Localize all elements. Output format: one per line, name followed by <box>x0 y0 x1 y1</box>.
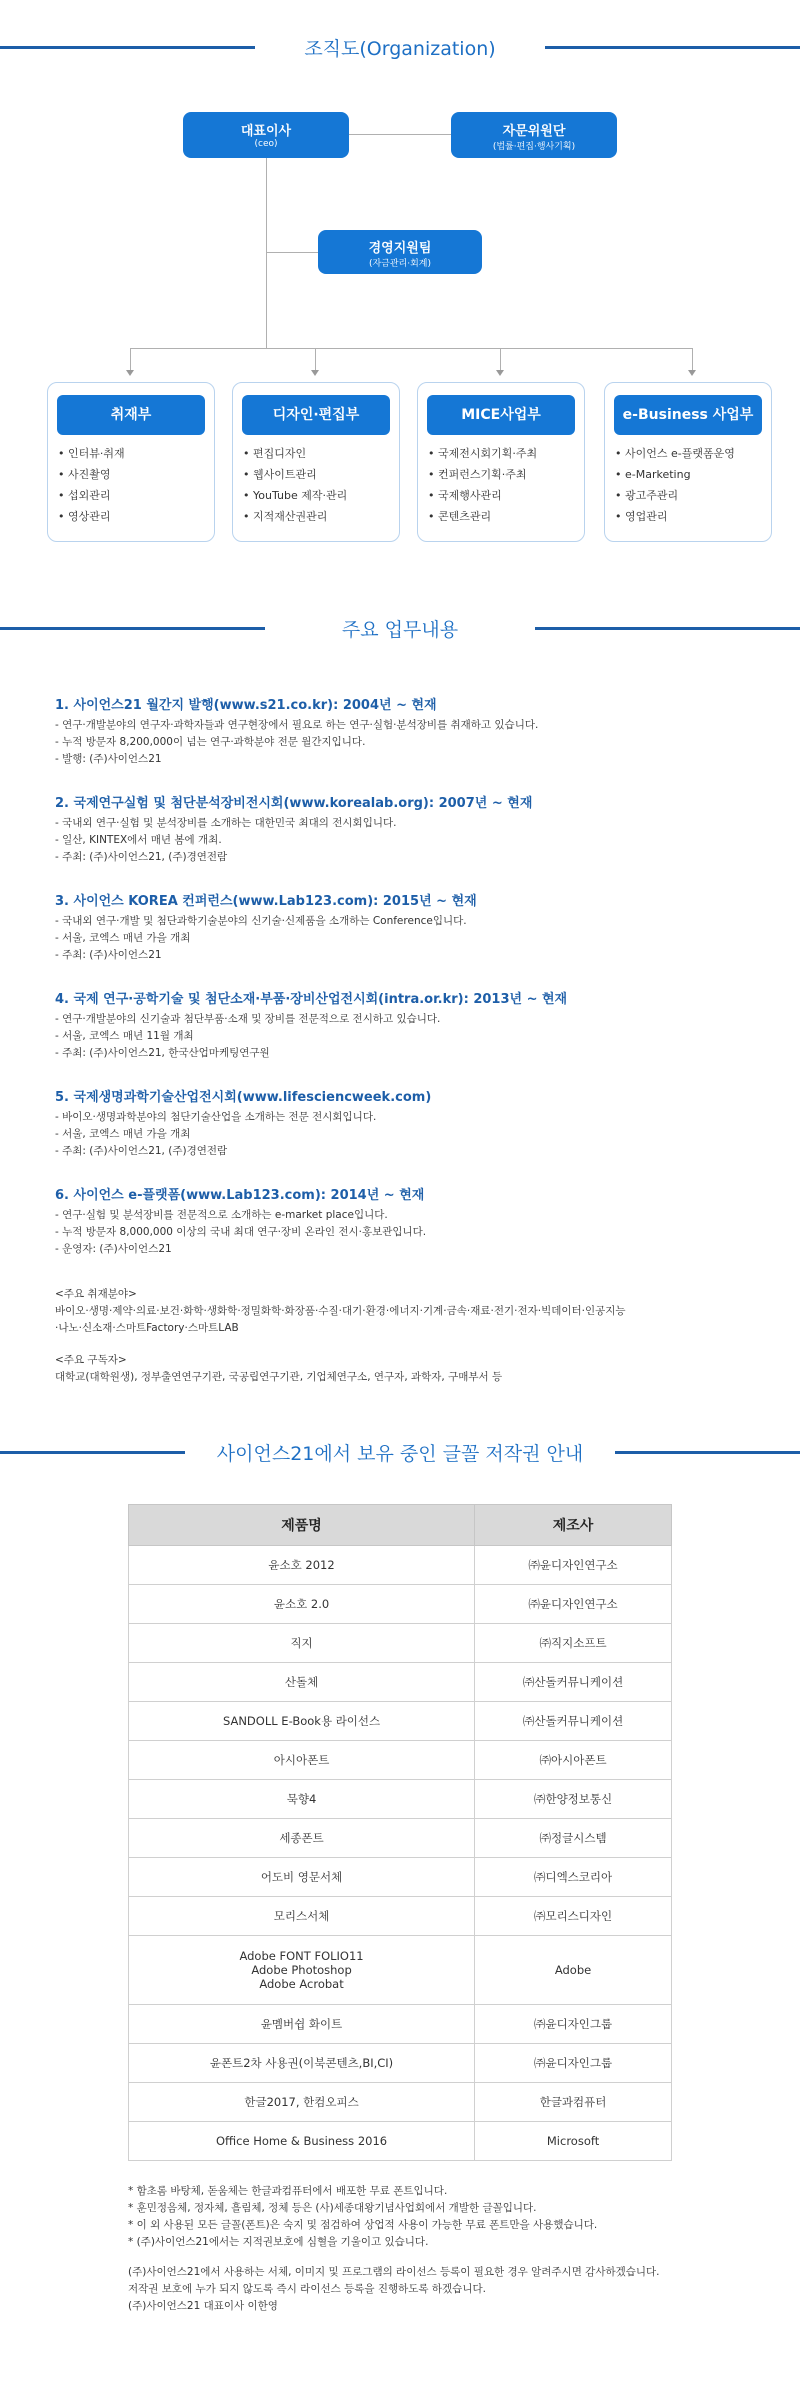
product-name-cell: 세종폰트 <box>129 1819 475 1858</box>
business-item-line: - 연구·개발분야의 연구자·과학자들과 연구현장에서 필요로 하는 연구·실험·분석장비를 취재하고 있습니다. <box>55 719 539 731</box>
dept-item: • 사진촬영 <box>58 464 125 485</box>
table-row <box>129 1546 672 1585</box>
table-row <box>129 1858 672 1897</box>
dept-items <box>58 443 125 527</box>
arrow-down-icon <box>126 370 134 376</box>
dept-item: • 국제전시회기획·주최 <box>428 443 537 464</box>
business-item-line: - 주최: (주)사이언스21, (주)경연전람 <box>55 851 228 863</box>
coverage-fields-line: ·나노·신소재·스마트Factory·스마트LAB <box>55 1322 239 1334</box>
manufacturer-cell: ㈜디엑스코리아 <box>475 1858 672 1897</box>
dept-title: MICE사업부 <box>427 395 575 435</box>
table-row <box>129 1780 672 1819</box>
title-line-right <box>535 627 800 630</box>
business-item-line: - 바이오·생명과학분야의 첨단기술산업을 소개하는 전문 전시회입니다. <box>55 1111 377 1123</box>
dept-items <box>243 443 347 527</box>
ceo-title: 대표이사 <box>240 124 292 139</box>
manufacturer-cell: ㈜윤디자인연구소 <box>475 1546 672 1585</box>
ceo-box <box>183 112 349 158</box>
business-item <box>55 694 735 768</box>
dept-items <box>615 443 735 527</box>
support-sub: (자금관리·회계) <box>368 259 432 269</box>
manufacturer-cell: ㈜산돌커뮤니케이션 <box>475 1702 672 1741</box>
dept-item: • 영업관리 <box>615 506 735 527</box>
fonts-title: 사이언스21에서 보유 중인 글꼴 저작권 안내 <box>216 1443 584 1465</box>
manufacturer-cell: ㈜윤디자인그룹 <box>475 2044 672 2083</box>
dept-item: • 사이언스 e-플랫폼운영 <box>615 443 735 464</box>
product-name-cell: Adobe FONT FOLIO11 Adobe Photoshop Adobe Acrobat <box>129 1936 475 2005</box>
business-item <box>55 792 735 866</box>
business-item-heading: 3. 사이언스 KOREA 컨퍼런스(www.Lab123.com): 2015년 ~ 현재 <box>55 894 477 909</box>
product-name-cell: 직지 <box>129 1624 475 1663</box>
business-item <box>55 1184 735 1258</box>
business-item-heading: 6. 사이언스 e-플랫폼(www.Lab123.com): 2014년 ~ 현재 <box>55 1188 425 1203</box>
note-line: (주)사이언스21에서 사용하는 서체, 이미지 및 프로그램의 라이선스 등록이 필요한 경우 알려주시면 감사하겠습니다. <box>128 2266 660 2278</box>
table-row <box>129 1663 672 1702</box>
business-section-header <box>0 613 800 643</box>
note-line: * 함초롬 바탕체, 돋움체는 한글과컴퓨터에서 배포한 무료 폰트입니다. <box>128 2185 448 2197</box>
fonts-table <box>128 1504 672 2161</box>
connector-dept-2 <box>315 348 316 370</box>
table-row <box>129 1702 672 1741</box>
connector-dept-4 <box>692 348 693 370</box>
advisory-box <box>451 112 617 158</box>
table-header-row <box>129 1505 672 1546</box>
ceo-sub: (ceo) <box>254 139 278 149</box>
dept-item: • YouTube 제작·관리 <box>243 485 347 506</box>
advisory-sub: (법률·편집·행사기획) <box>492 142 576 152</box>
business-item-line: - 국내외 연구·개발 및 첨단과학기술분야의 신기술·신제품을 소개하는 Conference입니다. <box>55 915 467 927</box>
manufacturer-cell: Microsoft <box>475 2122 672 2161</box>
advisory-title: 자문위원단 <box>502 124 566 139</box>
business-item <box>55 890 735 964</box>
connector-dept-3 <box>500 348 501 370</box>
dept-title: e-Business 사업부 <box>614 395 762 435</box>
connector-ceo-advisory <box>349 134 451 135</box>
product-name-cell: Office Home & Business 2016 <box>129 2122 475 2161</box>
manufacturer-cell: Adobe <box>475 1936 672 2005</box>
business-item-heading: 2. 국제연구실험 및 첨단분석장비전시회(www.korealab.org): 2007년 ~ 현재 <box>55 796 533 811</box>
connector-dept-1 <box>130 348 131 370</box>
fonts-section-header <box>0 1437 800 1467</box>
product-name-cell: 어도비 영문서체 <box>129 1858 475 1897</box>
dept-card-news <box>47 382 215 542</box>
table-row <box>129 2005 672 2044</box>
connector-ceo-trunk <box>266 158 267 348</box>
business-item-line: - 주최: (주)사이언스21, (주)경연전람 <box>55 1145 228 1157</box>
business-item-heading: 5. 국제생명과학기술산업전시회(www.lifesciencweek.com) <box>55 1090 432 1105</box>
dept-card-design <box>232 382 400 542</box>
business-item-line: - 발행: (주)사이언스21 <box>55 753 162 765</box>
business-item-heading: 4. 국제 연구·공학기술 및 첨단소재·부품·장비산업전시회(intra.or.kr): 2013년 ~ 현재 <box>55 992 568 1007</box>
org-title: 조직도(Organization) <box>304 38 496 60</box>
manufacturer-cell: ㈜한양정보통신 <box>475 1780 672 1819</box>
title-line-right <box>615 1451 800 1454</box>
product-name-cell: 모리스서체 <box>129 1897 475 1936</box>
coverage-fields-title: <주요 취재분야> <box>55 1288 137 1300</box>
coverage-fields <box>55 1286 735 1337</box>
manufacturer-cell: ㈜아시아폰트 <box>475 1741 672 1780</box>
arrow-down-icon <box>311 370 319 376</box>
dept-card-ebusiness <box>604 382 772 542</box>
product-name-cell: 윤폰트2차 사용권(이북콘텐츠,BI,CI) <box>129 2044 475 2083</box>
table-row <box>129 1936 672 2005</box>
business-item-line: - 주최: (주)사이언스21, 한국산업마케팅연구원 <box>55 1047 270 1059</box>
table-row <box>129 1897 672 1936</box>
dept-item: • 콘텐츠관리 <box>428 506 537 527</box>
table-row <box>129 1585 672 1624</box>
business-item-line: - 누적 방문자 8,000,000 이상의 국내 최대 연구·장비 온라인 전시·홍보관입니다. <box>55 1226 427 1238</box>
business-item-heading: 1. 사이언스21 월간지 발행(www.s21.co.kr): 2004년 ~ 현재 <box>55 698 437 713</box>
subscribers-title: <주요 구독자> <box>55 1354 127 1366</box>
title-line-right <box>545 46 800 49</box>
coverage-fields-line: 바이오·생명·제약·의료·보건·화학·생화학·정밀화학·화장품·수질·대기·환경·에너지·기계·금속·재료·전기·전자·빅데이터·인공지능 <box>55 1305 626 1317</box>
dept-item: • 편집디자인 <box>243 443 347 464</box>
subscribers <box>55 1352 735 1386</box>
table-row <box>129 1819 672 1858</box>
table-row <box>129 2044 672 2083</box>
business-item-line: - 누적 방문자 8,200,000이 넘는 연구·과학분야 전문 월간지입니다. <box>55 736 366 748</box>
product-name-cell: 산돌체 <box>129 1663 475 1702</box>
product-name-cell: 한글2017, 한컴오피스 <box>129 2083 475 2122</box>
manufacturer-cell: ㈜정글시스템 <box>475 1819 672 1858</box>
table-row <box>129 1741 672 1780</box>
dept-item: • 영상관리 <box>58 506 125 527</box>
business-item-line: - 일산, KINTEX에서 매년 봄에 개최. <box>55 834 222 846</box>
product-name-cell: 묵향4 <box>129 1780 475 1819</box>
dept-item: • 섭외관리 <box>58 485 125 506</box>
business-item-line: - 연구·개발분야의 신기술과 첨단부품·소재 및 장비를 전문적으로 전시하고 있습니다. <box>55 1013 441 1025</box>
fonts-notes <box>128 2183 728 2251</box>
business-item-line: - 연구·실험 및 분석장비를 전문적으로 소개하는 e-market place입니다. <box>55 1209 388 1221</box>
business-item <box>55 988 735 1062</box>
column-header: 제품명 <box>129 1505 475 1546</box>
product-name-cell: 윤소호 2.0 <box>129 1585 475 1624</box>
dept-item: • 국제행사관리 <box>428 485 537 506</box>
note-line: * 이 외 사용된 모든 글꼴(폰트)은 숙지 및 점검하여 상업적 사용이 가능한 무료 폰트만을 사용했습니다. <box>128 2219 598 2231</box>
dept-title: 취재부 <box>57 395 205 435</box>
note-line: 저작권 보호에 누가 되지 않도록 즉시 라이선스 등록을 진행하도록 하겠습니다. <box>128 2283 486 2295</box>
manufacturer-cell: 한글과컴퓨터 <box>475 2083 672 2122</box>
arrow-down-icon <box>688 370 696 376</box>
support-box <box>318 230 482 274</box>
business-item-line: - 국내외 연구·실험 및 분석장비를 소개하는 대한민국 최대의 전시회입니다. <box>55 817 397 829</box>
dept-item: • 지적재산권관리 <box>243 506 347 527</box>
dept-item: • 인터뷰·취재 <box>58 443 125 464</box>
note-line: * (주)사이언스21에서는 지적권보호에 심혈을 기울이고 있습니다. <box>128 2236 429 2248</box>
manufacturer-cell: ㈜윤디자인그룹 <box>475 2005 672 2044</box>
manufacturer-cell: ㈜모리스디자인 <box>475 1897 672 1936</box>
dept-title: 디자인·편집부 <box>242 395 390 435</box>
subscribers-line: 대학교(대학원생), 정부출연연구기관, 국공립연구기관, 기업체연구소, 연구자, 과학자, 구매부서 등 <box>55 1371 503 1383</box>
dept-item: • 컨퍼런스기획·주최 <box>428 464 537 485</box>
table-row <box>129 2122 672 2161</box>
dept-item: • e-Marketing <box>615 464 735 485</box>
dept-items <box>428 443 537 527</box>
dept-card-mice <box>417 382 585 542</box>
support-title: 경영지원팀 <box>368 241 432 256</box>
manufacturer-cell: ㈜산돌커뮤니케이션 <box>475 1663 672 1702</box>
business-item-line: - 서울, 코엑스 매년 11월 개최 <box>55 1030 194 1042</box>
dept-item: • 광고주관리 <box>615 485 735 506</box>
dept-item: • 웹사이트관리 <box>243 464 347 485</box>
business-item-line: - 주최: (주)사이언스21 <box>55 949 162 961</box>
column-header: 제조사 <box>475 1505 672 1546</box>
business-item <box>55 1086 735 1160</box>
note-line: * 훈민정음체, 정자체, 흘림체, 정체 등은 (사)세종대왕기념사업회에서 개발한 글꼴입니다. <box>128 2202 537 2214</box>
product-name-cell: SANDOLL E-Book용 라이선스 <box>129 1702 475 1741</box>
arrow-down-icon <box>496 370 504 376</box>
table-row <box>129 2083 672 2122</box>
connector-depts-bus <box>130 348 692 349</box>
business-item-line: - 서울, 코엑스 매년 가을 개최 <box>55 1128 191 1140</box>
note-line: (주)사이언스21 대표이사 이한영 <box>128 2300 278 2312</box>
manufacturer-cell: ㈜윤디자인연구소 <box>475 1585 672 1624</box>
connector-support <box>266 252 318 253</box>
business-item-line: - 운영자: (주)사이언스21 <box>55 1243 172 1255</box>
business-title: 주요 업무내용 <box>341 619 459 641</box>
org-section-header <box>0 32 800 62</box>
product-name-cell: 아시아폰트 <box>129 1741 475 1780</box>
product-name-cell: 윤멤버쉽 화이트 <box>129 2005 475 2044</box>
fonts-notes-license <box>128 2264 728 2315</box>
business-item-line: - 서울, 코엑스 매년 가을 개최 <box>55 932 191 944</box>
table-row <box>129 1624 672 1663</box>
manufacturer-cell: ㈜직지소프트 <box>475 1624 672 1663</box>
product-name-cell: 윤소호 2012 <box>129 1546 475 1585</box>
